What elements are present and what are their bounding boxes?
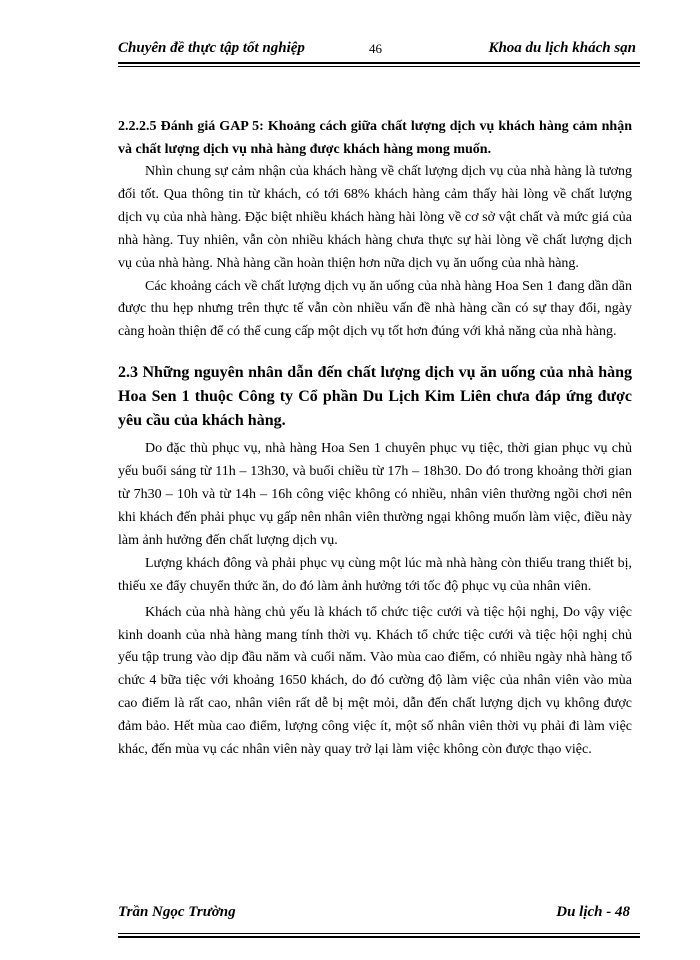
paragraph: Khách của nhà hàng chủ yếu là khách tổ chức tiệc cưới và tiệc hội nghị, Do vậy việc kinh doanh của nhà hàng mang tính thời vụ. Khách tổ chức tiệc cưới và tiệc hội nghị chủ yếu tập trung vào dịp đầu năm và cuối năm. Vào mùa cao điểm, có nhiều ngày nhà hàng tổ chức 4 bữa tiệc với khoảng 1650 khách, do đó cường độ làm việc của nhân viên vào mùa cao điểm là rất cao, nhân viên rất dễ bị mệt mỏi, dẫn đến chất lượng dịch vụ không được đảm bảo. Hết mùa cao điểm, lượng công việc ít, một số nhân viên thời vụ phải đi làm việc khác, đến mùa vụ các nhân viên này quay trở lại làm việc không còn được thạo việc. <box>118 604 632 758</box>
subsection-title: 2.2.2.5 Đánh giá GAP 5: Khoảng cách giữa chất lượng dịch vụ khách hàng cảm nhận và chất lượng dịch vụ nhà hàng được khách hàng mong muốn. <box>118 119 632 157</box>
footer-page-label: Du lịch - 48 <box>556 904 630 920</box>
header-thesis-title: Chuyên đề thực tập tốt nghiệp <box>118 40 305 56</box>
paragraph: Do đặc thù phục vụ, nhà hàng Hoa Sen 1 chuyên phục vụ tiệc, thời gian phục vụ chủ yếu buổi sáng từ 11h – 13h30, và buổi chiều từ 17h – 18h30. Do đó trong khoảng thời gian từ 7h30 – 10h và từ 14h – 16h công việc không có nhiều, nhân viên thường ngồi chơi nên khi khách đến phải phục vụ gấp nên nhân viên thường ngại không muốn làm việc, điều này làm ảnh hưởng đến chất lượng dịch vụ. <box>118 441 632 548</box>
footer-rule <box>118 936 640 938</box>
paragraph: Nhìn chung sự cảm nhận của khách hàng về chất lượng dịch vụ của nhà hàng là tương đối tốt. Qua thông tin từ khách, có tới 68% khách hàng cảm thấy hài lòng về chất lượng dịch vụ của nhà hàng. Đặc biệt nhiều khách hàng hài lòng về cơ sở vật chất và mức giá của nhà hàng. Tuy nhiên, vẫn còn nhiều khách hàng chưa thực sự hài lòng về chất lượng dịch vụ của nhà hàng. Nhà hàng cần hoàn thiện hơn nữa dịch vụ ăn uống của nhà hàng. <box>118 164 632 271</box>
paragraph: Lượng khách đông và phải phục vụ cùng một lúc mà nhà hàng còn thiếu trang thiết bị, thiếu xe đẩy chuyển thức ăn, do đó làm ảnh hưởng tới tốc độ phục vụ của nhân viên. <box>118 555 632 594</box>
paragraph: Các khoảng cách về chất lượng dịch vụ ăn uống của nhà hàng Hoa Sen 1 đang dần dần được thu hẹp nhưng trên thực tế vẫn còn nhiều vấn đề nhà hàng cần có sự thay đổi, ngày càng hoàn thiện để có thể cung cấp một dịch vụ tốt hơn đúng với khả năng của nhà hàng. <box>118 278 632 340</box>
page-header <box>118 40 640 60</box>
header-rule-thin <box>118 66 640 67</box>
header-page-number: 46 <box>369 41 382 56</box>
header-faculty: Khoa du lịch khách sạn <box>488 40 636 56</box>
page-footer <box>118 904 640 926</box>
page-body <box>118 115 632 762</box>
footer-rule-thin <box>118 933 640 934</box>
footer-author: Trần Ngọc Trường <box>118 904 236 920</box>
section-title: 2.3 Những nguyên nhân dẫn đến chất lượng dịch vụ ăn uống của nhà hàng Hoa Sen 1 thuộc Công ty Cổ phần Du Lịch Kim Liên chưa đáp ứng được yêu cầu của khách hàng. <box>118 364 632 430</box>
header-rule <box>118 62 640 64</box>
